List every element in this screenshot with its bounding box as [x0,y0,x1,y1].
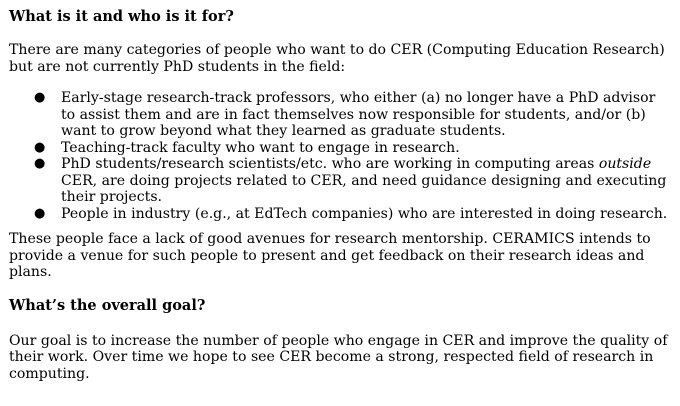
bullet-icon: ● [34,205,46,221]
intro-paragraph: There are many categories of people who want to do CER (Computing Education Research) but are not currently PhD students in the field: [9,42,665,75]
audience-list [9,90,672,222]
closing-paragraph: These people face a lack of good avenues for research mentorship. CERAMICS intends to provide a venue for such people to present and get feedback on their research ideas and plans. [9,231,651,280]
list-item [9,140,672,157]
bullet-icon: ● [34,90,46,105]
goal-paragraph: Our goal is to increase the number of people who engage in CER and improve the quality of their work. Over time we hope to see CER become a strong, respected field of research in computing. [9,332,668,382]
list-item-text-after: CER, are doing projects related to CER, and need guidance designing and executing their projects. [61,172,667,205]
section-heading-what-and-who: What is it and who is it for? [9,8,234,25]
list-item [9,90,672,140]
list-item [9,156,672,206]
list-item-text: People in industry (e.g., at EdTech companies) who are interested in doing research. [61,205,668,222]
list-item [9,206,672,223]
list-item-text: Early-stage research-track professors, who either (a) no longer have a PhD advisor to assist them and are in fact themselves now responsible for students, and/or (b) want to grow beyond what they learned as graduate students. [61,90,656,139]
list-item-text-before: PhD students/research scientists/etc. who are working in computing areas [61,156,599,172]
list-item-emphasis: outside [598,156,652,172]
bullet-icon: ● [34,156,46,171]
bullet-icon: ● [34,139,46,155]
section-heading-overall-goal: What’s the overall goal? [9,296,206,314]
list-item-text: Teaching-track faculty who want to engage in research. [61,139,460,156]
